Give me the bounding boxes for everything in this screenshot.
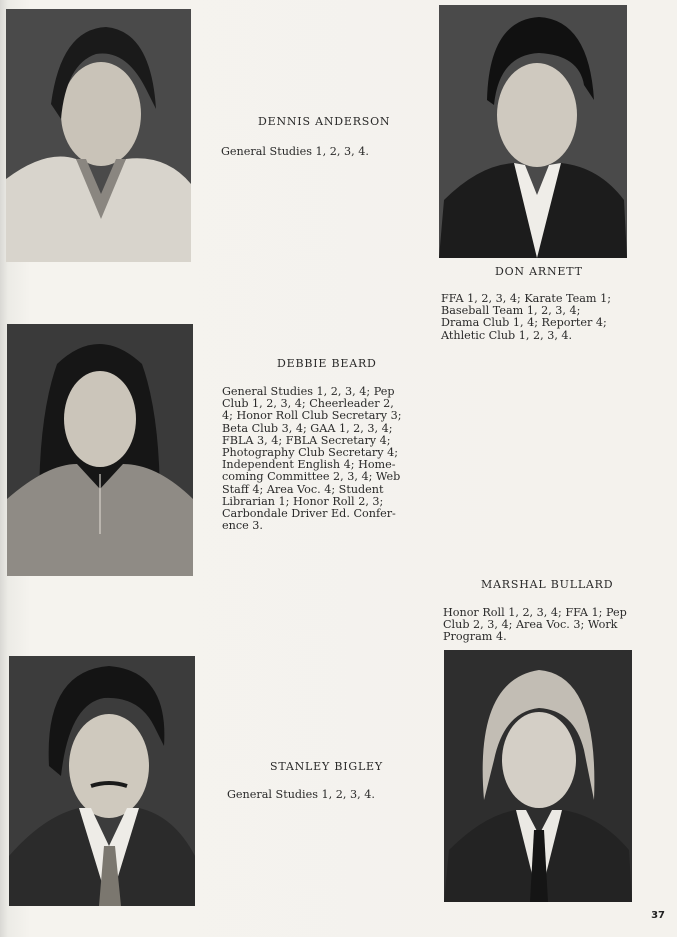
student-activities	[221, 146, 369, 158]
activity-line: Honor Roll 1, 2, 3, 4; FFA 1; Pep	[443, 606, 627, 619]
activity-line: Beta Club 3, 4; GAA 1, 2, 3, 4;	[222, 421, 393, 435]
activity-line: General Studies 1, 2, 3, 4; Pep	[222, 385, 395, 398]
student-activities	[441, 293, 611, 342]
activity-line: Club 2, 3, 4; Area Voc. 3; Work	[443, 618, 618, 632]
student-name: DEBBIE BEARD	[277, 357, 377, 370]
activity-line: Athletic Club 1, 2, 3, 4.	[441, 328, 573, 342]
activity-line: ence 3.	[222, 519, 263, 533]
student-activities	[222, 386, 402, 532]
portrait-photo-stanley-bigley	[9, 656, 195, 906]
activity-line: Staff 4; Area Voc. 4; Student	[222, 482, 384, 496]
student-activities	[227, 789, 375, 801]
activity-line: coming Committee 2, 3, 4; Web	[222, 470, 401, 484]
page-number: 37	[651, 910, 665, 921]
activity-line: General Studies 1, 2, 3, 4.	[221, 145, 369, 158]
student-name: DON ARNETT	[495, 265, 583, 278]
activity-line: 4; Honor Roll Club Secretary 3;	[222, 409, 402, 423]
activity-line: Photography Club Secretary 4;	[222, 446, 398, 460]
activity-line: Program 4.	[443, 630, 507, 644]
activity-line: Librarian 1; Honor Roll 2, 3;	[222, 494, 384, 508]
portrait-photo-dennis-anderson	[6, 9, 191, 262]
activity-line: Club 1, 2, 3, 4; Cheerleader 2,	[222, 397, 394, 411]
activity-line: FBLA 3, 4; FBLA Secretary 4;	[222, 433, 391, 447]
activity-line: Drama Club 1, 4; Reporter 4;	[441, 316, 607, 330]
student-name: DENNIS ANDERSON	[258, 115, 391, 128]
activity-line: FFA 1, 2, 3, 4; Karate Team 1;	[441, 292, 611, 305]
activity-line: Independent English 4; Home-	[222, 458, 396, 472]
student-activities	[443, 607, 627, 644]
portrait-photo-marshal-bullard	[444, 650, 632, 902]
activity-line: Baseball Team 1, 2, 3, 4;	[441, 304, 581, 318]
portrait-photo-don-arnett	[439, 5, 627, 258]
portrait-photo-debbie-beard	[7, 324, 193, 576]
student-name: STANLEY BIGLEY	[270, 760, 383, 773]
activity-line: Carbondale Driver Ed. Confer-	[222, 507, 396, 521]
activity-line: General Studies 1, 2, 3, 4.	[227, 788, 375, 801]
student-name: MARSHAL BULLARD	[481, 578, 614, 591]
